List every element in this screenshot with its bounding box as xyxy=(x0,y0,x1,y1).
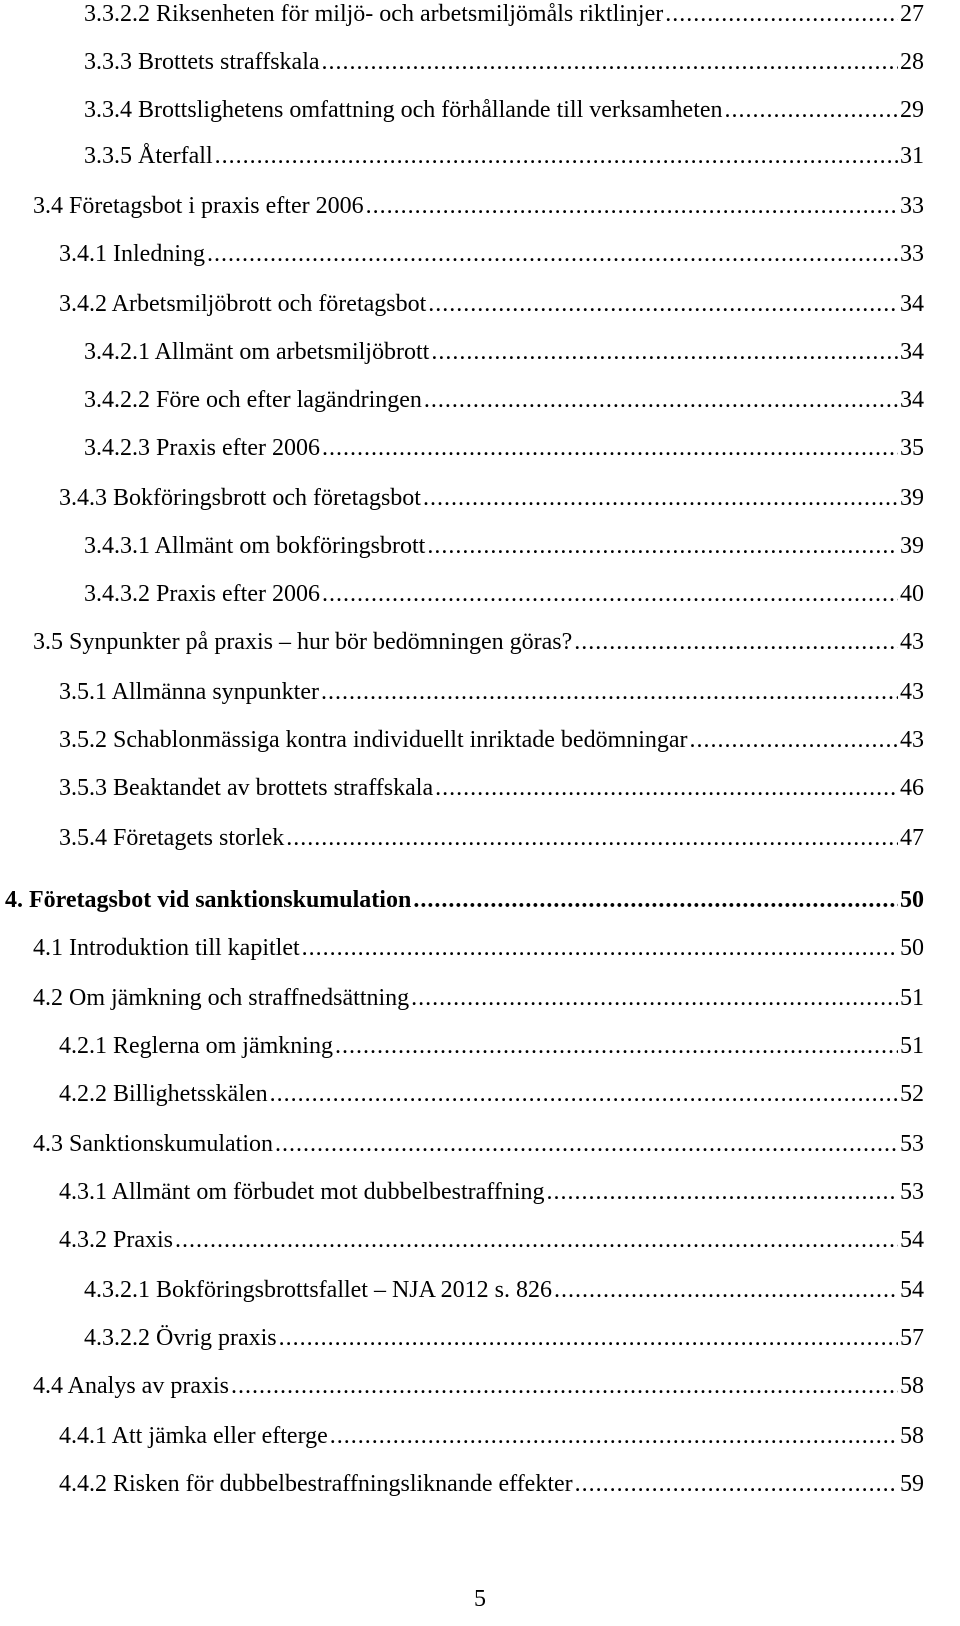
toc-leader-dots xyxy=(231,1366,898,1406)
toc-leader-dots xyxy=(725,90,898,130)
toc-entry-label: 4.3.1 Allmänt om förbudet mot dubbelbestraffning xyxy=(59,1179,545,1205)
toc-entry-page: 58 xyxy=(900,1423,924,1449)
toc-entry-page: 29 xyxy=(900,97,924,123)
toc-leader-dots xyxy=(554,1270,898,1310)
toc-leader-dots xyxy=(413,880,898,920)
toc-entry-label: 4.2.1 Reglerna om jämkning xyxy=(59,1033,333,1059)
toc-entry-page: 33 xyxy=(900,241,924,267)
toc-leader-dots xyxy=(428,284,898,324)
toc-entry-page: 43 xyxy=(900,629,924,655)
toc-leader-dots xyxy=(279,1318,898,1358)
toc-entry-page: 52 xyxy=(900,1081,924,1107)
toc-chapter-entry[interactable] xyxy=(5,880,924,920)
toc-entry[interactable] xyxy=(59,818,924,858)
page-number: 5 xyxy=(474,1586,486,1612)
toc-entry[interactable] xyxy=(84,1270,924,1310)
toc-entry-page: 34 xyxy=(900,291,924,317)
toc-entry[interactable] xyxy=(33,186,924,226)
toc-entry-page: 34 xyxy=(900,339,924,365)
toc-entry[interactable] xyxy=(59,672,924,712)
toc-entry-label: 4.1 Introduktion till kapitlet xyxy=(33,935,300,961)
toc-entry[interactable] xyxy=(33,928,924,968)
toc-leader-dots xyxy=(330,1416,898,1456)
toc-entry[interactable] xyxy=(59,478,924,518)
toc-entry[interactable] xyxy=(59,1074,924,1114)
toc-entry-page: 46 xyxy=(900,775,924,801)
toc-leader-dots xyxy=(215,136,898,176)
toc-entry[interactable] xyxy=(59,1416,924,1456)
toc-entry-label: 3.4 Företagsbot i praxis efter 2006 xyxy=(33,193,364,219)
toc-entry-page: 47 xyxy=(900,825,924,851)
toc-entry[interactable] xyxy=(84,90,924,130)
toc-leader-dots xyxy=(175,1220,898,1260)
toc-entry-label: 3.5.4 Företagets storlek xyxy=(59,825,285,851)
toc-entry[interactable] xyxy=(59,1220,924,1260)
toc-entry-label: 4.3 Sanktionskumulation xyxy=(33,1131,273,1157)
toc-leader-dots xyxy=(574,622,898,662)
toc-entry-label: 3.4.3 Bokföringsbrott och företagsbot xyxy=(59,485,421,511)
toc-entry-label: 4. Företagsbot vid sanktionskumulation xyxy=(5,887,412,913)
toc-entry-label: 3.3.2.2 Riksenheten för miljö- och arbetsmiljömåls riktlinjer xyxy=(84,1,664,27)
toc-entry[interactable] xyxy=(84,42,924,82)
toc-leader-dots xyxy=(366,186,898,226)
toc-entry-page: 54 xyxy=(900,1227,924,1253)
toc-entry-page: 53 xyxy=(900,1131,924,1157)
toc-entry-page: 39 xyxy=(900,533,924,559)
toc-entry-page: 57 xyxy=(900,1325,924,1351)
toc-entry[interactable] xyxy=(84,428,924,468)
toc-entry[interactable] xyxy=(84,380,924,420)
toc-entry-page: 33 xyxy=(900,193,924,219)
toc-entry-page: 53 xyxy=(900,1179,924,1205)
toc-entry-page: 39 xyxy=(900,485,924,511)
toc-entry[interactable] xyxy=(59,1464,924,1504)
toc-entry[interactable] xyxy=(59,768,924,808)
toc-leader-dots xyxy=(322,428,898,468)
toc-entry-label: 4.3.2.2 Övrig praxis xyxy=(84,1325,277,1351)
toc-leader-dots xyxy=(424,380,898,420)
toc-entry-label: 3.5.3 Beaktandet av brottets straffskala xyxy=(59,775,434,801)
toc-entry-label: 4.3.2 Praxis xyxy=(59,1227,173,1253)
toc-entry-page: 40 xyxy=(900,581,924,607)
toc-entry-label: 4.2.2 Billighetsskälen xyxy=(59,1081,268,1107)
toc-leader-dots xyxy=(321,672,898,712)
toc-entry-page: 50 xyxy=(900,935,924,961)
toc-entry-page: 43 xyxy=(900,679,924,705)
toc-entry-label: 3.4.2 Arbetsmiljöbrott och företagsbot xyxy=(59,291,427,317)
toc-leader-dots xyxy=(322,42,898,82)
toc-leader-dots xyxy=(411,978,898,1018)
toc-leader-dots xyxy=(335,1026,898,1066)
toc-leader-dots xyxy=(431,332,898,372)
toc-entry-label: 3.4.1 Inledning xyxy=(59,241,205,267)
toc-entry-page: 51 xyxy=(900,1033,924,1059)
toc-entry-page: 35 xyxy=(900,435,924,461)
toc-entry[interactable] xyxy=(59,234,924,274)
toc-entry[interactable] xyxy=(84,136,924,176)
toc-entry-label: 3.4.3.1 Allmänt om bokföringsbrott xyxy=(84,533,426,559)
toc-entry[interactable] xyxy=(33,622,924,662)
toc-entry-page: 50 xyxy=(900,887,924,913)
toc-entry-page: 28 xyxy=(900,49,924,75)
toc-leader-dots xyxy=(423,478,898,518)
toc-entry-label: 3.5 Synpunkter på praxis – hur bör bedömningen göras? xyxy=(33,629,573,655)
toc-entry[interactable] xyxy=(84,526,924,566)
toc-entry[interactable] xyxy=(84,1318,924,1358)
toc-leader-dots xyxy=(435,768,898,808)
toc-entry[interactable] xyxy=(33,978,924,1018)
toc-leader-dots xyxy=(207,234,898,274)
toc-leader-dots xyxy=(302,928,898,968)
toc-entry-page: 43 xyxy=(900,727,924,753)
toc-leader-dots xyxy=(690,720,898,760)
toc-entry-label: 3.4.3.2 Praxis efter 2006 xyxy=(84,581,320,607)
toc-entry[interactable] xyxy=(84,332,924,372)
toc-entry-label: 4.4.1 Att jämka eller efterge xyxy=(59,1423,328,1449)
toc-entry-label: 3.5.1 Allmänna synpunkter xyxy=(59,679,319,705)
toc-entry-label: 3.3.4 Brottslighetens omfattning och förhållande till verksamheten xyxy=(84,97,723,123)
toc-entry[interactable] xyxy=(33,1124,924,1164)
toc-leader-dots xyxy=(270,1074,898,1114)
toc-entry-page: 31 xyxy=(900,143,924,169)
toc-entry-page: 54 xyxy=(900,1277,924,1303)
toc-entry[interactable] xyxy=(59,720,924,760)
toc-entry-page: 34 xyxy=(900,387,924,413)
toc-entry-label: 4.4 Analys av praxis xyxy=(33,1373,229,1399)
toc-entry-label: 4.2 Om jämkning och straffnedsättning xyxy=(33,985,410,1011)
toc-entry-label: 4.4.2 Risken för dubbelbestraffningsliknande effekter xyxy=(59,1471,573,1497)
toc-entry[interactable] xyxy=(59,1026,924,1066)
toc-leader-dots xyxy=(275,1124,898,1164)
toc-entry-page: 59 xyxy=(900,1471,924,1497)
toc-leader-dots xyxy=(575,1464,898,1504)
toc-entry-label: 3.4.2.2 Före och efter lagändringen xyxy=(84,387,422,413)
toc-entry[interactable] xyxy=(33,1366,924,1406)
toc-entry[interactable] xyxy=(59,1172,924,1212)
toc-entry-label: 3.3.3 Brottets straffskala xyxy=(84,49,320,75)
toc-entry[interactable] xyxy=(84,574,924,614)
toc-leader-dots xyxy=(322,574,898,614)
toc-entry-page: 27 xyxy=(900,1,924,27)
toc-leader-dots xyxy=(665,0,898,34)
toc-entry-page: 58 xyxy=(900,1373,924,1399)
toc-entry-label: 3.4.2.1 Allmänt om arbetsmiljöbrott xyxy=(84,339,430,365)
toc-entry[interactable] xyxy=(59,284,924,324)
toc-leader-dots xyxy=(427,526,898,566)
toc-entry-label: 4.3.2.1 Bokföringsbrottsfallet – NJA 2012 s. 826 xyxy=(84,1277,552,1303)
toc-entry-label: 3.4.2.3 Praxis efter 2006 xyxy=(84,435,320,461)
toc-leader-dots xyxy=(286,818,898,858)
toc-entry-label: 3.3.5 Återfall xyxy=(84,143,213,169)
toc-entry-label: 3.5.2 Schablonmässiga kontra individuellt inriktade bedömningar xyxy=(59,727,688,753)
toc-leader-dots xyxy=(546,1172,898,1212)
toc-entry[interactable] xyxy=(84,0,924,34)
toc-entry-page: 51 xyxy=(900,985,924,1011)
